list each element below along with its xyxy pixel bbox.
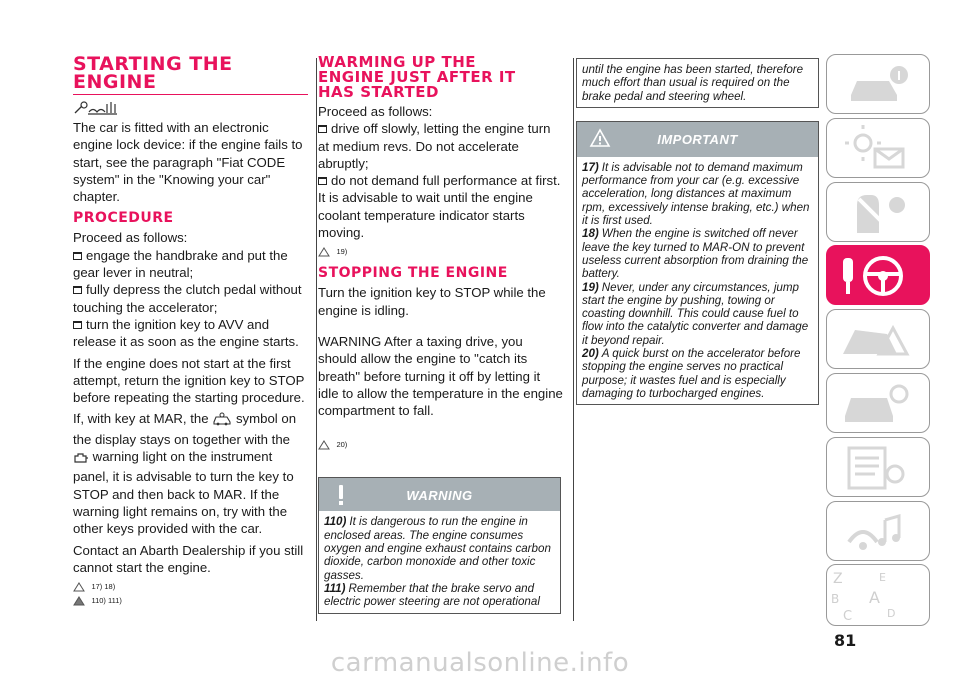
emergency-car-icon <box>827 310 931 370</box>
reference-number: 20) <box>336 440 348 450</box>
reference-numbers: 110) 111) <box>91 596 122 606</box>
tab-multimedia[interactable] <box>826 501 930 561</box>
tab-technical-data[interactable] <box>826 437 930 497</box>
warming-intro: Proceed as follows: <box>318 104 433 119</box>
bullet-item: engage the handbrake and put the gear lever in neutral; <box>73 247 288 281</box>
warning-lights-icon <box>827 119 931 179</box>
page-number: 81 <box>834 631 857 650</box>
tab-starting-driving[interactable] <box>826 245 930 305</box>
reference-row <box>318 244 563 258</box>
technical-data-icon <box>827 438 931 498</box>
caution-triangle-icon <box>318 440 330 450</box>
stopping-engine-heading: STOPPING THE ENGINE <box>318 265 508 282</box>
bullet-item: do not demand full performance at first. It is advisable to wait until the engine coolant temperature indicator starts moving. <box>318 173 561 241</box>
reference-row <box>73 579 308 593</box>
stopping-engine-text: Turn the ignition key to STOP while the engine is idling. <box>318 285 546 318</box>
procedure-intro: Proceed as follows: <box>73 230 188 246</box>
intro-paragraph: The car is fitted with an electronic engine lock device: if the engine fails to start, see the paragraph "Fiat CODE system" in the "Knowing your car" chapter. <box>73 120 303 205</box>
safety-seatbelt-icon <box>827 183 931 243</box>
reference-row <box>318 437 563 451</box>
index-letter: D <box>887 607 896 620</box>
important-box <box>576 121 819 405</box>
index-letter: C <box>843 609 853 624</box>
reference-number: 19) <box>336 247 348 257</box>
warning-triangle-icon <box>73 596 85 606</box>
continued-warning-box <box>576 58 819 108</box>
warning-item: 110) It is dangerous to run the engine in enclosed areas. The engine consumes oxygen and engine exhaust contains carbon dioxide, carbon monoxide and other toxic gasses. <box>324 515 551 582</box>
bullet-item: fully depress the clutch pedal without touching the accelerator; <box>73 282 302 315</box>
column-warming-up <box>318 55 563 614</box>
key-steering-wheel-icon <box>827 246 931 306</box>
warning-box-title: WARNING <box>406 488 473 504</box>
paragraph-contact-dealer: Contact an Abarth Dealership if you still cannot start the engine. <box>73 542 304 575</box>
section-title-warming-up: WARMING UP THE ENGINE JUST AFTER IT HAS STARTED <box>318 53 516 101</box>
bullet-icon <box>318 125 327 133</box>
tab-knowing-car[interactable] <box>826 54 930 114</box>
warning-box <box>318 477 561 613</box>
bullet-icon <box>73 252 82 260</box>
car-info-icon <box>827 55 931 115</box>
maintenance-car-icon <box>827 374 931 434</box>
important-box-header <box>577 122 818 157</box>
section-title-starting-engine <box>73 55 308 95</box>
continued-warning-text: until the engine has been started, therefore much effort than usual is required on the brake pedal and steering wheel. <box>582 63 804 103</box>
bullet-icon <box>318 177 327 185</box>
reference-row <box>73 593 308 607</box>
tab-emergency[interactable] <box>826 309 930 369</box>
multimedia-icon <box>827 502 931 562</box>
tab-maintenance[interactable] <box>826 373 930 433</box>
warning-box-body <box>319 511 560 612</box>
title-line-2: ENGINE <box>73 73 308 95</box>
engine-check-icon <box>73 451 89 468</box>
column-starting-engine <box>73 55 308 607</box>
immobilizer-car-key-icon <box>212 412 232 430</box>
index-az-icon <box>827 565 931 627</box>
caution-triangle-icon <box>73 582 85 592</box>
reference-numbers: 17) 18) <box>91 582 116 592</box>
warning-item: 111) Remember that the brake servo and electric power steering are not operational <box>324 581 540 609</box>
important-item: 20) A quick burst on the accelerator before stopping the engine serves no practical purpose; it wastes fuel and is especially damaging to turbocharged engines. <box>582 347 801 400</box>
important-box-body <box>577 157 818 404</box>
column-divider <box>316 58 317 621</box>
paragraph-first-attempt: If the engine does not start at the first attempt, return the ignition key to STOP before repeating the starting procedure. <box>73 355 305 406</box>
bullet-item: turn the ignition key to AVV and release it as soon as the engine starts. <box>73 316 299 350</box>
tab-safety[interactable] <box>826 182 930 242</box>
key-start-icon <box>73 101 308 117</box>
paragraph-mar-symbol: If, with key at MAR, the symbol on the display stays on together with the warning light on the instrument panel, it is advisable to turn the key to STOP and then back to MAR. If the warning light remains on, try with the other keys provided with the car. <box>73 411 297 537</box>
title-line-1: STARTING THE <box>73 53 233 75</box>
bullet-icon <box>73 321 82 329</box>
after-drive-warning: WARNING After a taxing drive, you should allow the engine to "catch its breath" before turning it off by letting it idle to allow the temperature in the engine compartment to fall. <box>318 333 563 419</box>
caution-triangle-icon <box>318 247 330 257</box>
important-item: 18) When the engine is switched off never leave the key turned to MAR-ON to prevent useless current absorption from draining the battery. <box>582 227 809 281</box>
tab-instrument-panel[interactable] <box>826 118 930 178</box>
procedure-heading: PROCEDURE <box>73 210 174 227</box>
warning-box-header <box>319 478 560 511</box>
index-letter: Z <box>833 571 843 587</box>
index-letter: A <box>869 588 880 607</box>
important-box-title: IMPORTANT <box>657 131 738 147</box>
bullet-icon <box>73 286 82 294</box>
index-letter: B <box>831 592 840 606</box>
column-notes <box>576 58 819 405</box>
important-item: 19) Never, under any circumstances, jump start the engine by pushing, towing or coasting downhill. This could cause fuel to flow into the catalytic converter and damage it beyond repair. <box>582 280 809 347</box>
column-divider <box>573 58 574 621</box>
tab-index[interactable] <box>826 564 930 626</box>
watermark: carmanualsonline.info <box>330 648 630 678</box>
index-letter: E <box>879 571 886 584</box>
bullet-item: drive off slowly, letting the engine turn at medium revs. Do not accelerate abruptly; <box>318 121 551 171</box>
important-item: 17) It is advisable not to demand maximum performance from your car (e.g. excessive acceleration, long distances at maximum rpm, excessively intense braking, etc.) when it is first used. <box>582 160 810 228</box>
